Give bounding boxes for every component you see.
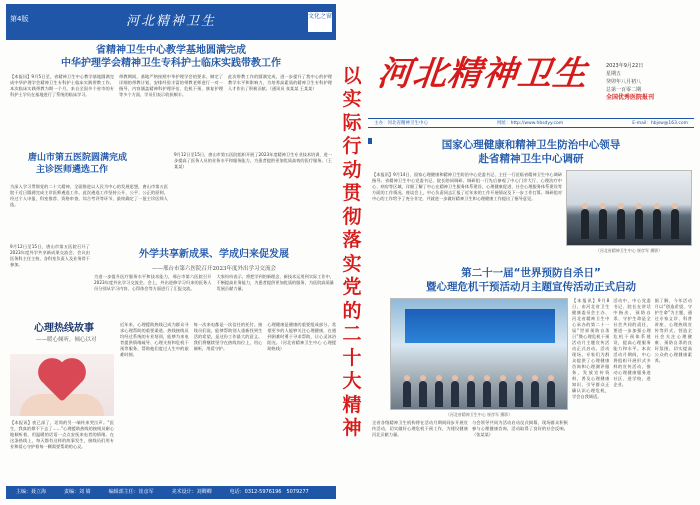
article-physician-selection (6, 152, 171, 244)
hotline-story-columns (120, 322, 336, 482)
slogan-text: 以实际行动贯彻落实党的二十大精神 (342, 64, 362, 439)
issue-meta (606, 62, 692, 102)
article-subtitle: ——邢台市第六医院召开2023年度外出学习交流会 (152, 266, 276, 272)
photo-visit (566, 170, 692, 246)
article-nursing-training (6, 44, 336, 136)
article-title-line2: 主诊医师遴选工作 (36, 165, 109, 175)
left-masthead: 河北精神卫生 (126, 14, 217, 29)
article-title: 唐山市第五医院圆满完成 (28, 153, 128, 163)
photo-launch-ceremony (390, 298, 568, 410)
masthead-logo: 河北精神卫生 (375, 54, 590, 94)
story-body: 全省各级精神卫生机构将在活动月期间同步开展宣传活动，切实做好心理危机干预工作，为建设健康河北贡献力量。 (372, 420, 468, 437)
story-national-visit (368, 138, 694, 256)
photo-caption: （河北省精神卫生中心 崔彦军 摄影） (445, 412, 513, 417)
vertical-slogan (339, 4, 365, 501)
website-link[interactable]: 网址：http://www.hbsdyy.com (497, 121, 564, 126)
article-body: 【本报讯】9月5日至，省精神卫生中心教学基地圆满完成中华护理学会精神卫生专科护士临床实践带教工作。本次临床实践带教为期一个月，来自全国多个省市的专科护士学员在基地进行了系统的临床学习。 (10, 74, 114, 97)
article-body: 心理健康是健康的重要组成部分，希望更多的人能够关注心理健康，在遇到困难时勇于寻求帮助，让心灵沐浴阳光。（河北省精神卫生中心 心理援助热线） (267, 322, 337, 351)
article-body: 此次带教工作的圆满完成，进一步提升了我中心的护理教学水平和影响力，为培养高素质的精神卫生专科护理人才作出了积极贡献。（通讯员 张某某 王某某） (228, 74, 332, 91)
footer-design: 美术设计：刘卿卿 (171, 489, 212, 495)
article-hotline-story (6, 322, 116, 482)
article-body: 带教期间，基地严格按照中华护理学会的要求，制定了详细的带教计划，安排经验丰富的带教老师进行一对一指导，内容涵盖精神科护理评估、危机干预、康复护理等多个方面，学员们表示收获颇丰。 (119, 74, 223, 97)
article-body: 为深入学习贯彻党的二十大精神，全面推进以人民为中心的发展思想，唐山市第五医院于近日圆满完成主诊医师遴选工作。此次遴选工作坚持公开、公平、公正的原则，经过个人申报、科室推荐、资格审查、综合考评等环节，最终确定了一批主诊医师人选。 (10, 184, 168, 207)
left-page-header (6, 4, 336, 40)
left-page-footer (6, 486, 336, 499)
photo-caption: （河北省精神卫生中心 崔彦军 摄影） (595, 248, 663, 253)
issue-number: 总第一百零二期 (606, 87, 642, 93)
story-title-line2: 暨心理危机干预活动月主题宣传活动正式启动 (426, 281, 636, 293)
article-body: 9月12日至15日，唐山市第五医院组织开展了2023年度精神卫生专业技术培训，进一步提高了医务人员的业务水平和服务能力，为患者提供更加优质高效的医疗服务。（王某某） (174, 152, 332, 169)
section-tag: 文化之窗 (308, 12, 332, 32)
story-body: 与会领导共同为活动启动仪式揭幕，现场群众积极参与心理健康咨询，活动取得了良好的社会反响。（张某某） (472, 420, 568, 437)
right-page (368, 4, 694, 501)
issue-date: 2023年9月22日 (606, 63, 644, 69)
story-title-line2: 赴省精神卫生中心调研 (478, 153, 584, 165)
article-body: 近年来，心理援助热线已成为群众寻求心理帮助的重要渠道。热线接线员均经过系统的专业培训，能够为来电者提供情绪疏导、心理支持和危机干预等服务，帮助他们度过人生中的艰难时刻。 (120, 322, 189, 357)
story-suicide-prevention-day (368, 266, 694, 486)
footer-layout: 编辑部主任：崔彦军 (108, 489, 154, 495)
issue-weekday: 星期五 (606, 71, 622, 77)
article-subtitle: ——暖心倾听，倾心以对 (36, 337, 97, 343)
story-body: 【本报讯】9月8日，由河北省卫生健康委员会主办、河北省精神卫生中心承办的第二十一届“世界预防自杀日”暨心理危机干预活动月主题宣传活动正式启动。活动现场，专家们为群众提供了心理健康咨询和心理测评服务，发放宣传资料，普及心理健康知识，引导群众正确认识心理危机，学会自我调适。 (572, 298, 610, 399)
footer-phone: 电话：0312-5976196 5079277 (229, 489, 309, 495)
heart-illustration (10, 354, 114, 416)
email-link[interactable]: E-mail：hbjsw@163.com (632, 121, 688, 126)
story-title: 第二十一届“世界预防自杀日” (461, 267, 601, 279)
stage-banner (405, 309, 555, 343)
article-body: 每一次来电都是一次信任的托付。接线员们说，能够帮助别人重新找到生活的希望，是这份工作最大的意义。我们将继续坚守在热线岗位上，用心倾听，用爱守护。 (193, 322, 263, 351)
article-body: 【本报讯】夜已深了，话筒的另一端传来哭泣声。“医生，我真的撑不下去了……”心理援助热线的接线员耐心地倾听着，用温暖的话语一点点安抚来电者的情绪。在这条热线上，每天都有这样的故事发生，接线员们用专业和爱心守护着每一颗需要帮助的心灵。 (10, 420, 114, 449)
story-body: 【本报讯】9月14日，国家心理健康和精神卫生防治中心党委书记、主任一行莅临省精神卫生中心调研指导。省精神卫生中心党委书记、院长陪同调研。调研组一行先后参观了中心门诊大厅、心理治疗中心、病房等区域，详细了解了中心在精神卫生服务体系建设、心理健康促进、社会心理服务体系建设等方面的工作情况。座谈会上，中心负责同志汇报了近年来的工作开展情况及下一步工作打算。调研组对中心的工作给予了充分肯定，并就进一步做好精神卫生和心理健康工作提出了指导意见。 (372, 172, 562, 201)
footer-editor: 主编：聂立海 (16, 489, 47, 495)
article-body: 大家纷纷表示，将把学到的新理念、新技术运用到实际工作中，不断提高业务能力，为患者提供更加优质的服务，为医院高质量发展贡献力量。 (216, 274, 334, 291)
article-title: 外学共享新成果、学成归来促发展 (139, 249, 289, 260)
issue-lunar-date: 癸卯年八月初八 (606, 79, 642, 85)
article-side-text: 9月12日至15日，唐山市第五医院召开了2023年度外学共享新成果交流会。会议由医务科主任主持，各科室负责人及业务骨干参加。 (10, 244, 90, 267)
article-title: 省精神卫生中心教学基地圆满完成 (96, 45, 246, 56)
award-badge: 全国优秀医院报刊 (606, 94, 655, 101)
article-body: 为进一步提升医疗服务水平和技术能力，邢台市第六医院召开2023年度外出学习交流会，会上，外出进修学习归来的医务人员分别从学习内容、心得体会等方面进行了汇报交流。 (94, 274, 212, 291)
footer-duty-editor: 责编：刘 婧 (64, 489, 91, 495)
story-title: 国家心理健康和精神卫生防治中心领导 (441, 139, 621, 151)
story-body: 据了解，今年活动月以“创造希望，守护生命”为主题，通过专家义诊、科普讲座、心理热线宣传等形式，营造全社会关注心理健康、预防自杀的良好氛围，切实提高公众的心理健康素养。 (654, 298, 692, 363)
article-title-line2: 中华护理学会精神卫生专科护士临床实践带教工作 (61, 58, 281, 69)
left-page (6, 4, 336, 501)
article-physician-selection-cont (174, 152, 336, 244)
story-body: 活动中，中心党委书记、院长在讲话中指出，预防自杀、守护生命是全社会共同的责任，要进一步加强心理危机干预体系建设，提高心理服务能力和水平。本次活动月期间，中心将组织开展形式多样的宣传活动，推动心理健康服务进社区、进学校、进企业。 (613, 298, 651, 387)
page-number: 第4版 (10, 15, 29, 23)
sponsor: 主办：河北省精神卫生中心 (374, 121, 428, 126)
info-bar (368, 118, 694, 128)
article-title: 心理热线故事 (34, 323, 94, 334)
